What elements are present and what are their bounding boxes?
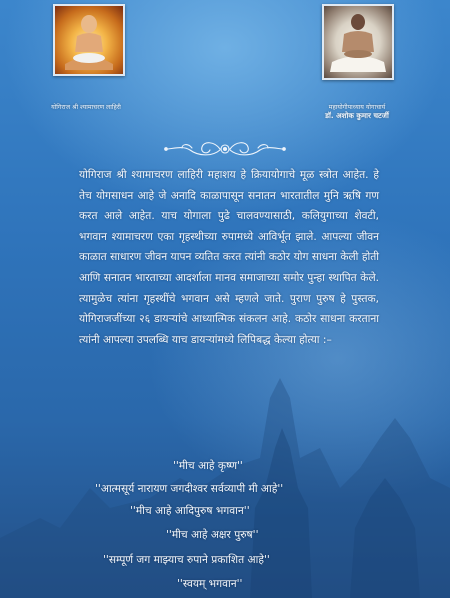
quote-line: ''मीच आहे कृष्ण'' — [173, 460, 243, 472]
quote-line: ''स्वयम् भगवान'' — [177, 578, 243, 590]
right-caption-name: डॉ. अशोक कुमार चटर्जी — [325, 111, 389, 120]
quote-line: ''मीच आहे आदिपुरुष भगवान'' — [130, 505, 250, 517]
seated-guru-portrait-icon — [322, 4, 394, 80]
right-portrait-caption — [282, 104, 432, 120]
decorative-scroll-divider-icon — [162, 138, 288, 160]
quote-line: ''आत्मसूर्य नारायण जगदीश्वर सर्वव्यापी मी आहे'' — [95, 483, 284, 495]
left-portrait-caption: योगिराज श्री श्यामाचरण लाहिरी — [51, 104, 121, 111]
right-caption-title: महायोगीपाध्याय योगाचार्य — [328, 104, 386, 111]
description-paragraph: योगिराज श्री श्यामाचरण लाहिरी महाशय हे क्रियायोगाचे मूळ स्त्रोत आहेत. हे तेच योगसाधन आहे जे अनादि काळापासून सनातन भारतातील मुनि ऋषि गण करत आले आहेत. याच योगाला पुढे चालवण्यासाठी, कलियुगाच्या शेवटी, भगवान श्यामाचरण एका गृहस्थीच्या रुपामध्ये आविर्भूत झाले. आपल्या जीवन काळात साधारण जीवन यापन व्यतित करत त्यांनी कठोर योग साधना केली होती आणि सनातन भारताच्या आदर्शाला मानव समाजाच्या समोर पुन्हा स्थापित केले. त्यामुळेच त्यांना गृहस्थींचे भगवान असे म्हणले जाते. पुराण पुरुष हे पुस्तक, योगिराजजींच्या २६ डायऱ्यांचे आध्यात्मिक संकलन आहे. कठोर साधना करताना त्यांनी आपल्या उपलब्धि याच डायऱ्यांमध्ये लिपिबद्ध केल्या होत्या :– — [79, 169, 379, 346]
quote-line: ''सम्पूर्ण जग माझ्याच रुपाने प्रकाशित आहे'' — [103, 554, 270, 566]
quote-line: ''मीच आहे अक्षर पुरुष'' — [166, 529, 259, 541]
meditating-saint-portrait-icon — [53, 4, 125, 76]
